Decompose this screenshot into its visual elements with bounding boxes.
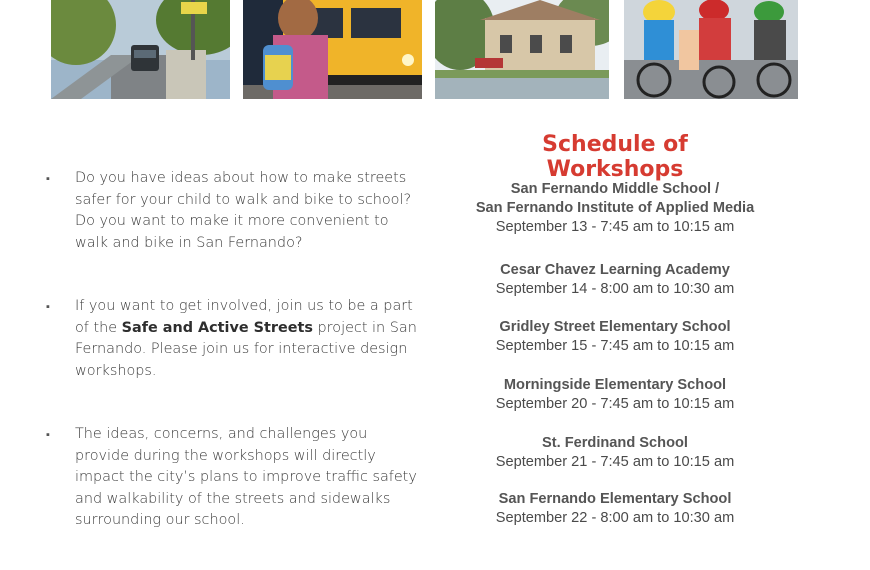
workshop-date: September 14 - 8:00 am to 10:30 am xyxy=(495,281,735,297)
workshop-date: September 20 - 7:45 am to 10:15 am xyxy=(495,396,735,412)
school-name: Gridley Street Elementary School xyxy=(499,319,731,335)
school-name: Cesar Chavez Learning Academy xyxy=(500,262,730,278)
workshop-date: September 21 - 7:45 am to 10:15 am xyxy=(495,454,735,470)
bullet-marker: ▪ xyxy=(46,300,50,313)
workshop-item xyxy=(455,318,775,356)
workshop-date: September 13 - 7:45 am to 10:15 am xyxy=(495,219,735,235)
bullet-text-part: project in San Fernando. Please join us for interactive design workshops. xyxy=(75,319,417,379)
bullet-marker: ▪ xyxy=(46,428,50,441)
bullet-text xyxy=(75,296,425,382)
kids-bikes-photo xyxy=(624,0,798,99)
bullet-marker: ▪ xyxy=(46,172,50,185)
street-photo xyxy=(51,0,230,99)
workshop-date: September 22 - 8:00 am to 10:30 am xyxy=(495,510,735,526)
bullet-text-part: Do you have ideas about how to make streets safer for your child to walk and bike to school? Do you want to make it more convenient to walk and bike in San Fernando? xyxy=(75,170,412,251)
school-name: St. Ferdinand School xyxy=(542,435,688,451)
bullet-text-part: If you want to get involved, join us to be a part of the xyxy=(75,298,413,336)
workshop-item xyxy=(455,376,775,414)
school-name: San Fernando Elementary School xyxy=(498,491,732,507)
bullet-text xyxy=(75,168,425,254)
bullet-text xyxy=(75,424,425,532)
workshop-date: September 15 - 7:45 am to 10:15 am xyxy=(495,338,735,354)
workshop-item xyxy=(455,490,775,528)
school-name: San Fernando Institute of Applied Media xyxy=(475,200,755,216)
bullet-text-part: The ideas, concerns, and challenges you provide during the workshops will directly impact the city’s plans to improve traffic safety and walkability of the streets and sidewalks surrounding our school. xyxy=(75,426,417,528)
school-bus-photo xyxy=(243,0,422,99)
workshop-item xyxy=(455,180,775,237)
project-name: Safe and Active Streets xyxy=(121,319,313,336)
workshop-item xyxy=(455,434,775,472)
school-name: Morningside Elementary School xyxy=(503,377,727,393)
school-name: San Fernando Middle School / xyxy=(510,181,720,197)
workshop-item xyxy=(455,261,775,299)
schedule-title: Schedule of Workshops xyxy=(542,132,688,182)
school-building-photo xyxy=(435,0,609,99)
